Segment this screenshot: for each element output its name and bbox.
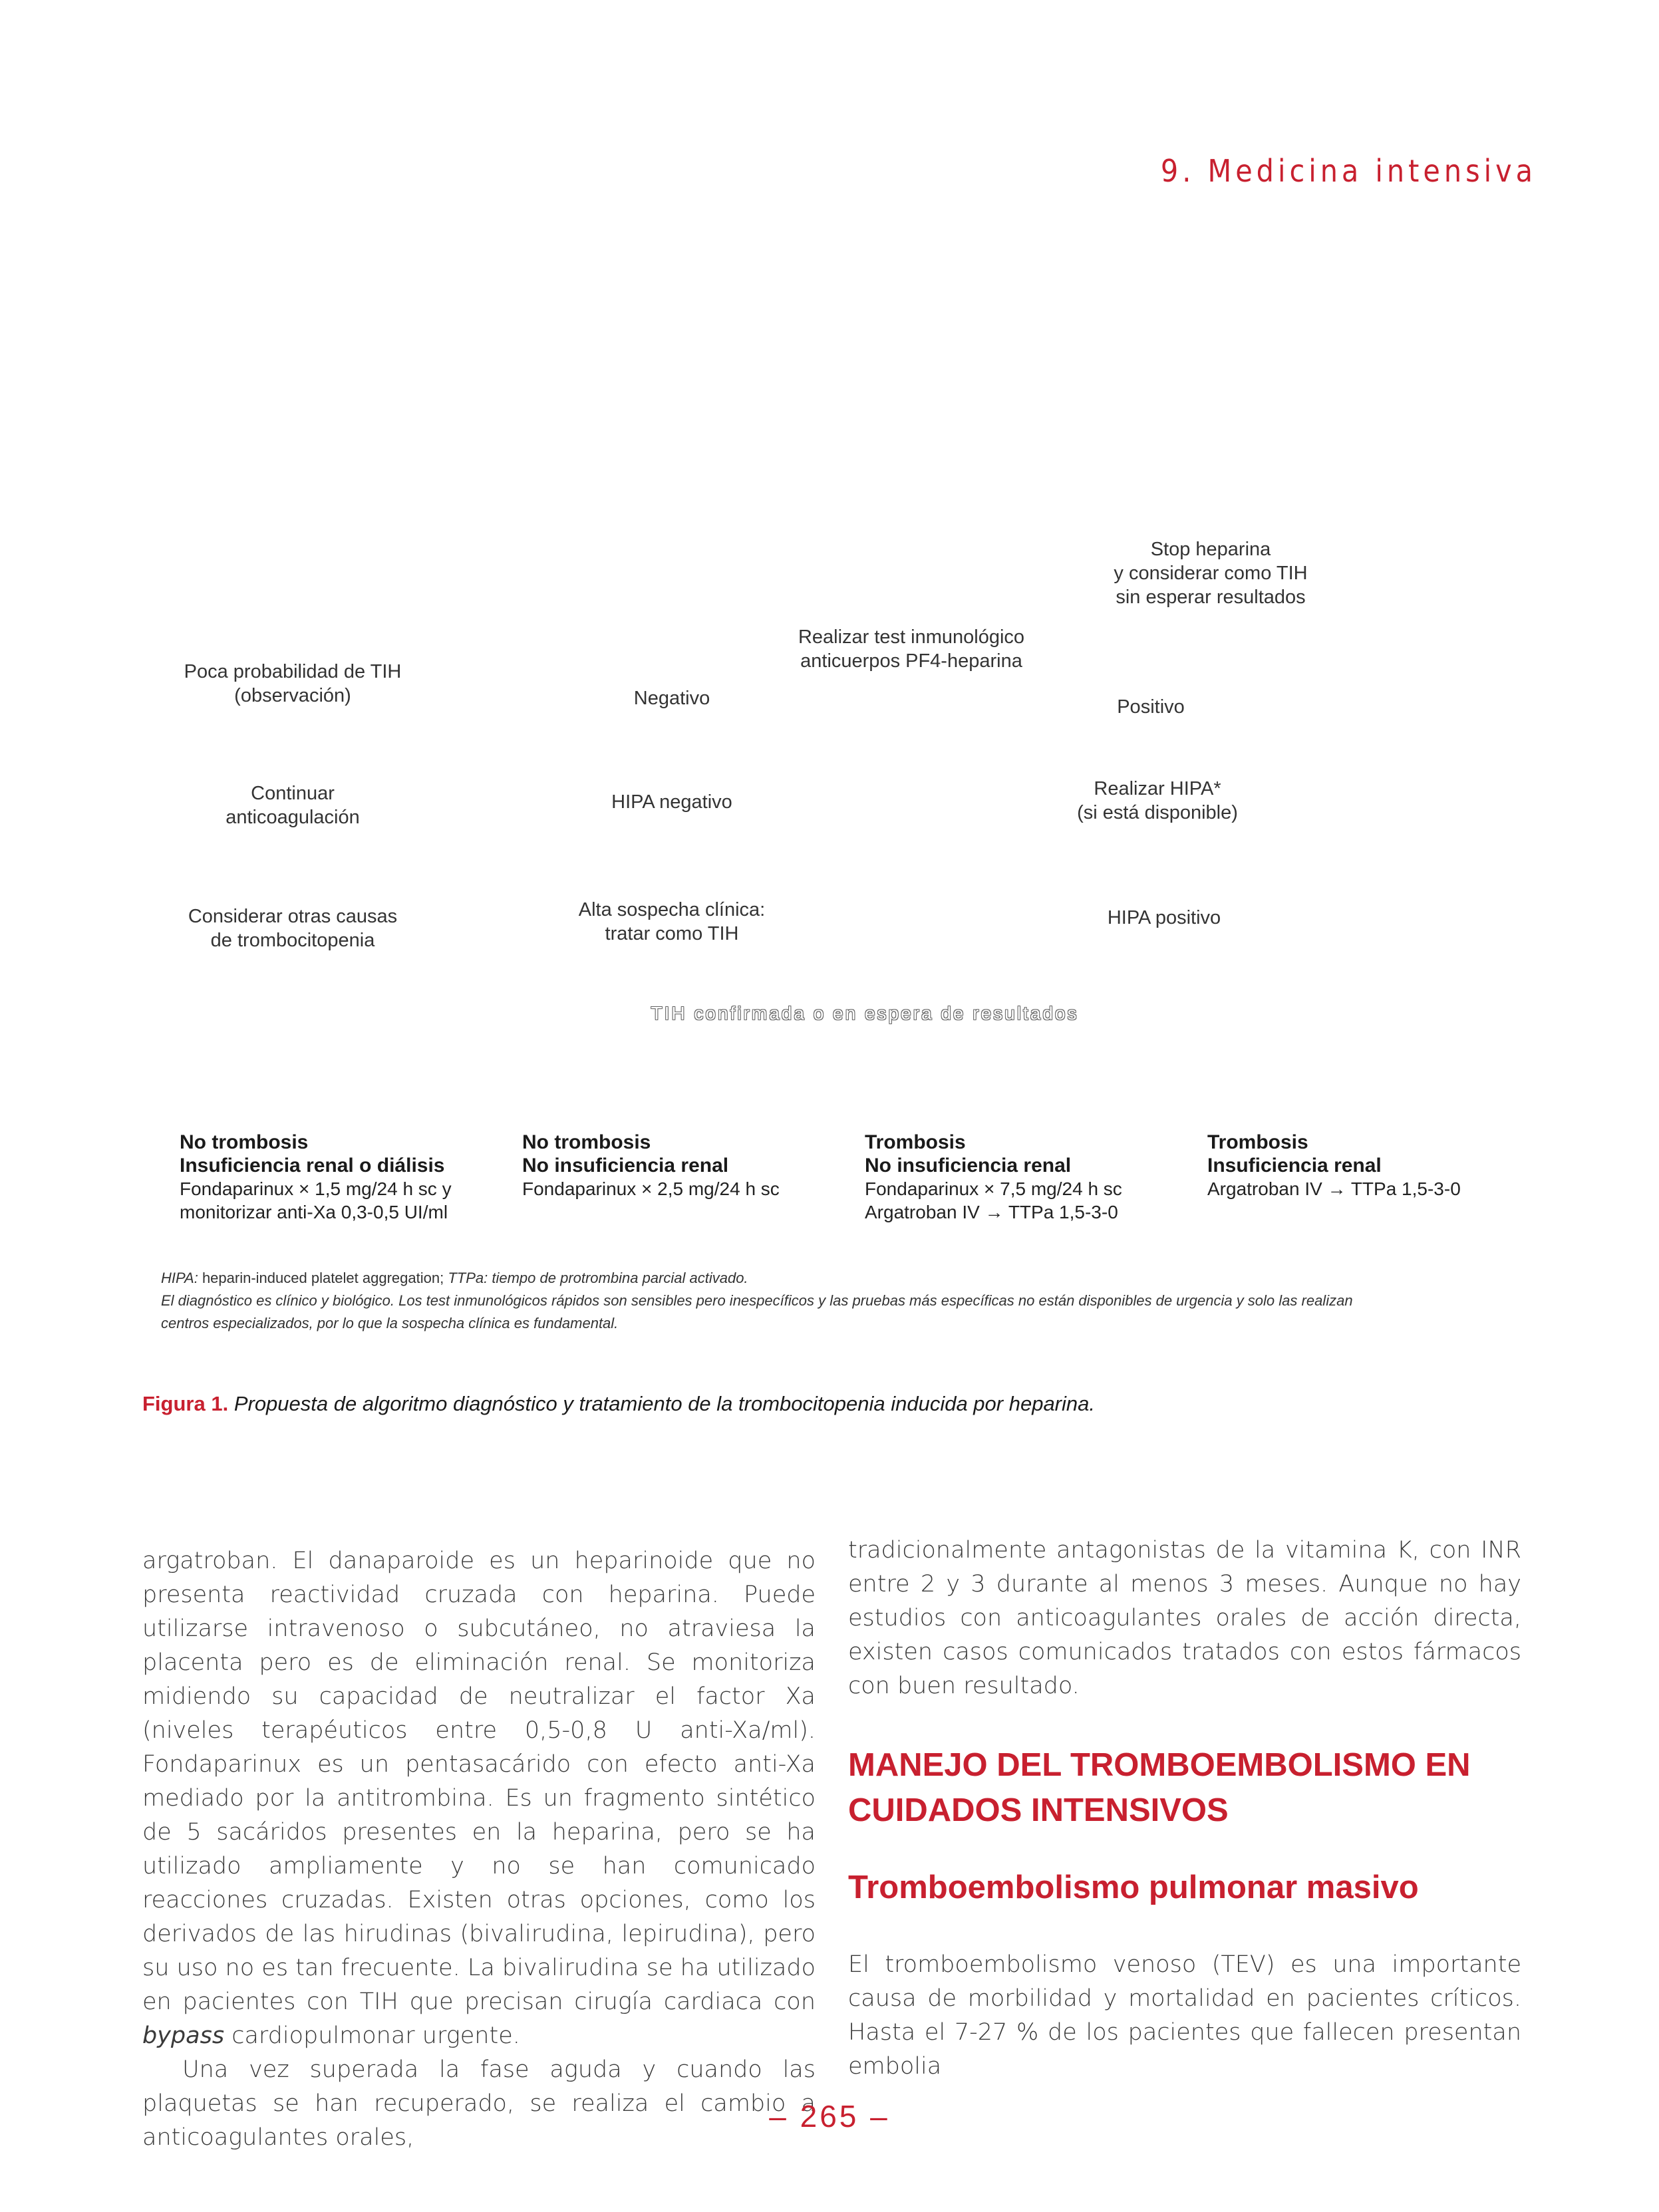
left-p1-text-b: cardiopulmonar urgente.: [224, 2022, 520, 2049]
treatment-1-line2: Insuficiencia renal o diálisis: [180, 1155, 445, 1176]
treatment-4-detail: Argatroban IV → TTPa 1,5-3-0: [1207, 1178, 1461, 1199]
treatment-col-2: [522, 1131, 855, 1200]
node-realizar-hipa: Realizar HIPA* (si está disponible): [1077, 778, 1238, 823]
treatment-1-detail: Fondaparinux × 1,5 mg/24 h sc y monitorizar anti-Xa 0,3-0,5 UI/ml: [180, 1178, 452, 1222]
left-p1-italic: bypass: [142, 2022, 225, 2049]
left-p1-text-a: argatroban. El danaparoide es un heparinoide que no presenta reactividad cruzada con heparina. Puede utilizarse intravenoso o subcutáneo, no atraviesa la placenta pero es de eliminación renal. Se monitoriza midiendo su capacidad de neutralizar el factor Xa (niveles terapéuticos entre 0,5-0,8 U anti-Xa/ml). Fondaparinux es un pentasacárido con efecto anti-Xa mediado por la antitrombina. Es un fragmento sintético de 5 sacáridos presentes en la heparina, pero se ha utilizado ampliamente y no se han comunicado reacciones cruzadas. Existen otras opciones, como los derivados de las hirudinas (bivalirudina, lepirudina), pero su uso no es tan frecuente. La bivalirudina se ha utilizado en pacientes con TIH que precisan cirugía cardiaca con: [142, 1548, 816, 2015]
node-alta-sospecha: Alta sospecha clínica: tratar como TIH: [578, 899, 766, 944]
node-positivo: Positivo: [1117, 696, 1185, 718]
left-paragraph-1: [142, 1544, 816, 2053]
treatment-3-detail: Fondaparinux × 7,5 mg/24 h sc Argatroban IV → TTPa 1,5-3-0: [865, 1178, 1122, 1222]
notes-hipa-abbr: HIPA:: [161, 1270, 198, 1286]
treatment-4-line2: Insuficiencia renal: [1207, 1155, 1382, 1176]
caption-label: Figura 1.: [142, 1392, 229, 1415]
treatment-2-detail: Fondaparinux × 2,5 mg/24 h sc: [522, 1178, 780, 1199]
treatment-4-line1: Trombosis: [1207, 1131, 1308, 1153]
treatment-1-line1: No trombosis: [180, 1131, 309, 1153]
body-right-paragraph-1: tradicionalmente antagonistas de la vitamina K, con INR entre 2 y 3 durante al menos 3 meses. Aunque no hay estudios con anticoagulantes orales de acción directa, existen casos comunicados tratados con estos fármacos con buen resultado.: [848, 1537, 1521, 1699]
figure-caption: [142, 1392, 1095, 1416]
notes-hipa-text: heparin-induced platelet aggregation;: [198, 1270, 448, 1286]
node-realizar-test: Realizar test inmunológico anticuerpos PF4-heparina: [798, 626, 1025, 672]
caption-text: Propuesta de algoritmo diagnóstico y tratamiento de la trombocitopenia inducida por heparina.: [228, 1392, 1095, 1415]
notes-ttpa-text: TTPa: tiempo de protrombina parcial activado.: [448, 1270, 748, 1286]
node-negativo: Negativo: [633, 688, 710, 709]
confirmation-banner: TIH confirmada o en espera de resultados: [651, 1003, 1079, 1024]
section-heading: MANEJO DEL TROMBOEMBOLISMO EN CUIDADOS INTENSIVOS: [848, 1747, 1471, 1828]
figure-notes: [161, 1267, 1491, 1335]
body-right-paragraph-2: El tromboembolismo venoso (TEV) es una importante causa de morbilidad y mortalidad en pacientes críticos. Hasta el 7-27 % de los pacientes que fallecen presentan embolia: [848, 1951, 1521, 2080]
node-hipa-positivo: HIPA positivo: [1107, 907, 1221, 928]
treatment-3-line2: No insuficiencia renal: [865, 1155, 1072, 1176]
treatment-2-line1: No trombosis: [522, 1131, 651, 1153]
node-stop-heparina: Stop heparina y considerar como TIH sin esperar resultados: [1114, 539, 1308, 608]
treatment-col-1: [180, 1131, 512, 1224]
notes-line-3: centros especializados, por lo que la sospecha clínica es fundamental.: [161, 1315, 619, 1331]
page-number: – 265 –: [769, 2099, 890, 2134]
section-header: 9. Medicina intensiva: [1160, 153, 1537, 189]
node-considerar-otras: Considerar otras causas de trombocitopenia: [188, 906, 398, 951]
treatment-col-4: [1207, 1131, 1540, 1200]
node-continuar: Continuar anticoagulación: [226, 783, 360, 828]
treatment-2-line2: No insuficiencia renal: [522, 1155, 729, 1176]
treatment-col-3: [865, 1131, 1197, 1224]
treatment-3-line1: Trombosis: [865, 1131, 966, 1153]
left-paragraph-2: Una vez superada la fase aguda y cuando las plaquetas se han recuperado, se realiza el cambio a anticoagulantes orales,: [142, 2056, 816, 2151]
node-poca-probabilidad: Poca probabilidad de TIH (observación): [184, 661, 402, 706]
subsection-heading: Tromboembolismo pulmonar masivo: [848, 1869, 1419, 1905]
notes-line-2: El diagnóstico es clínico y biológico. Los test inmunológicos rápidos son sensibles pero inespecíficos y las pruebas más específicas no están disponibles de urgencia y solo las realizan: [161, 1292, 1353, 1309]
notes-line-1: [161, 1267, 1491, 1290]
body-left-column: [142, 1544, 816, 2155]
node-hipa-negativo: HIPA negativo: [611, 791, 732, 813]
